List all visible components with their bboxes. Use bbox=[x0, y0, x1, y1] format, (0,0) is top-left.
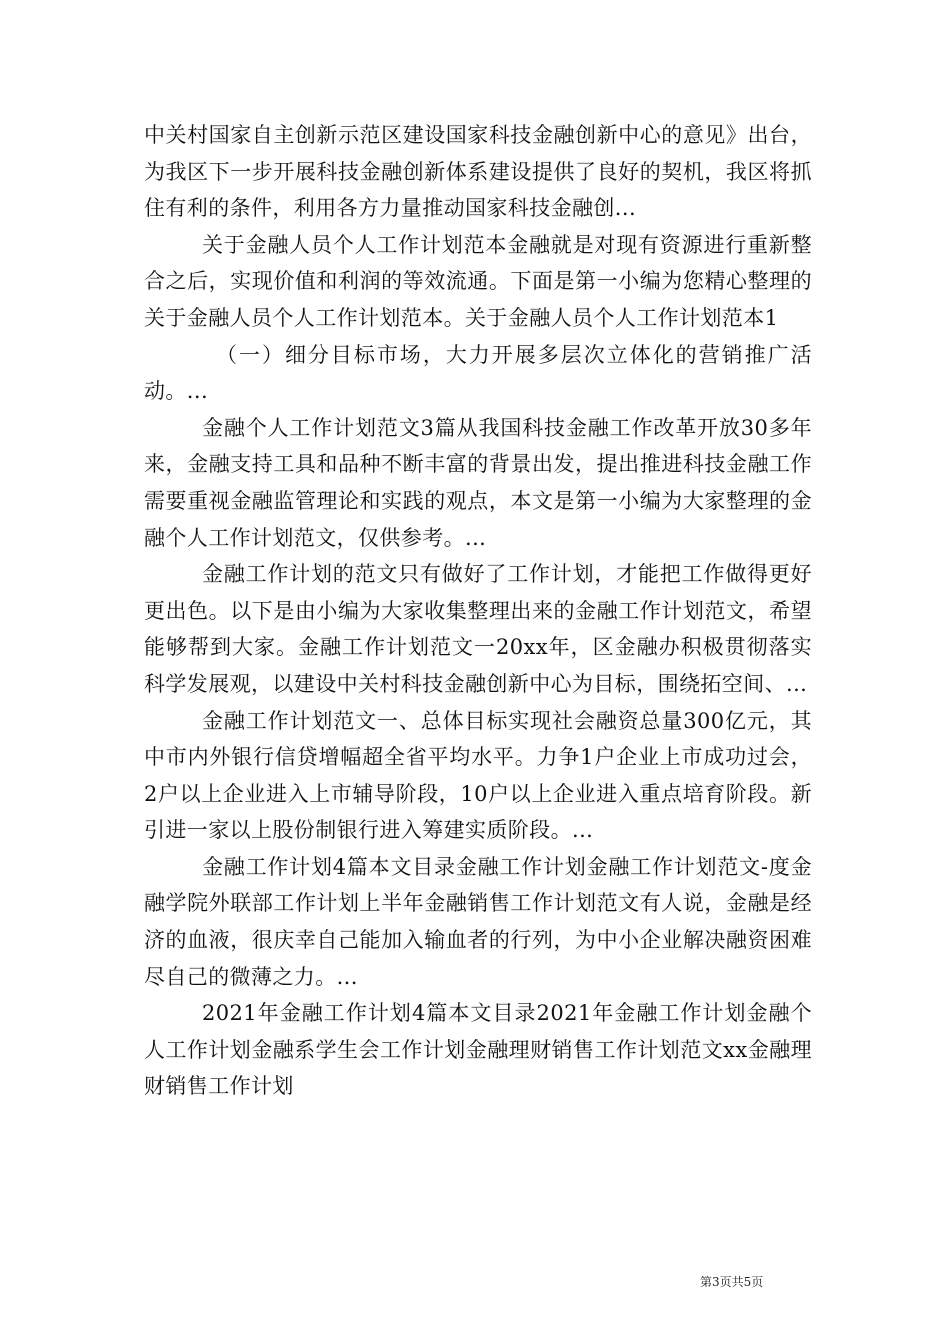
paragraph-market-segmentation: （一）细分目标市场，大力开展多层次立体化的营销推广活动。... bbox=[144, 342, 812, 404]
paragraph-2021-plans: 2021年金融工作计划4篇本文目录2021年金融工作计划金融个人工作计划金融系学生会工作计划金融理财销售工作计划范文xx金融理财销售工作计划 bbox=[144, 1001, 812, 1099]
paragraph-personal-plan-samples: 金融个人工作计划范文3篇从我国科技金融工作改革开放30多年来，金融支持工具和品种不断丰富的背景出发，提出推进科技金融工作需要重视金融监管理论和实践的观点，本文是第一小编为大家整理的金融个人工作计划范文，仅供参考。... bbox=[144, 415, 812, 550]
paragraph-overall-targets: 金融工作计划范文一、总体目标实现社会融资总量300亿元，其中市内外银行信贷增幅超全省平均水平。力争1户企业上市成功过会，2户以上企业进入上市辅导阶段，10户以上企业进入重点培育阶段。新引进一家以上股份制银行进入筹建实质阶段。... bbox=[144, 708, 812, 843]
paragraph-personal-plan-intro: 关于金融人员个人工作计划范本金融就是对现有资源进行重新整合之后，实现价值和利润的等效流通。下面是第一小编为您精心整理的关于金融人员个人工作计划范本。关于金融人员个人工作计划范本1 bbox=[144, 232, 812, 330]
paragraph-continuation: 中关村国家自主创新示范区建设国家科技金融创新中心的意见》出台，为我区下一步开展科技金融创新体系建设提供了良好的契机，我区将抓住有利的条件，利用各方力量推动国家科技金融创... bbox=[144, 123, 812, 221]
document-body bbox=[144, 117, 812, 1105]
paragraph-work-plan-sample: 金融工作计划的范文只有做好了工作计划，才能把工作做得更好更出色。以下是由小编为大家收集整理出来的金融工作计划范文，希望能够帮到大家。金融工作计划范文一20xx年，区金融办积极贯彻落实科学发展观，以建设中关村科技金融创新中心为目标，围绕拓空间、... bbox=[144, 562, 812, 696]
page-number-footer: 第3页共5页 bbox=[700, 1275, 764, 1289]
paragraph-four-plans: 金融工作计划4篇本文目录金融工作计划金融工作计划范文-度金融学院外联部工作计划上半年金融销售工作计划范文有人说，金融是经济的血液，很庆幸自己能加入输血者的行列，为中小企业解决融资困难尽自己的微薄之力。... bbox=[144, 854, 812, 989]
